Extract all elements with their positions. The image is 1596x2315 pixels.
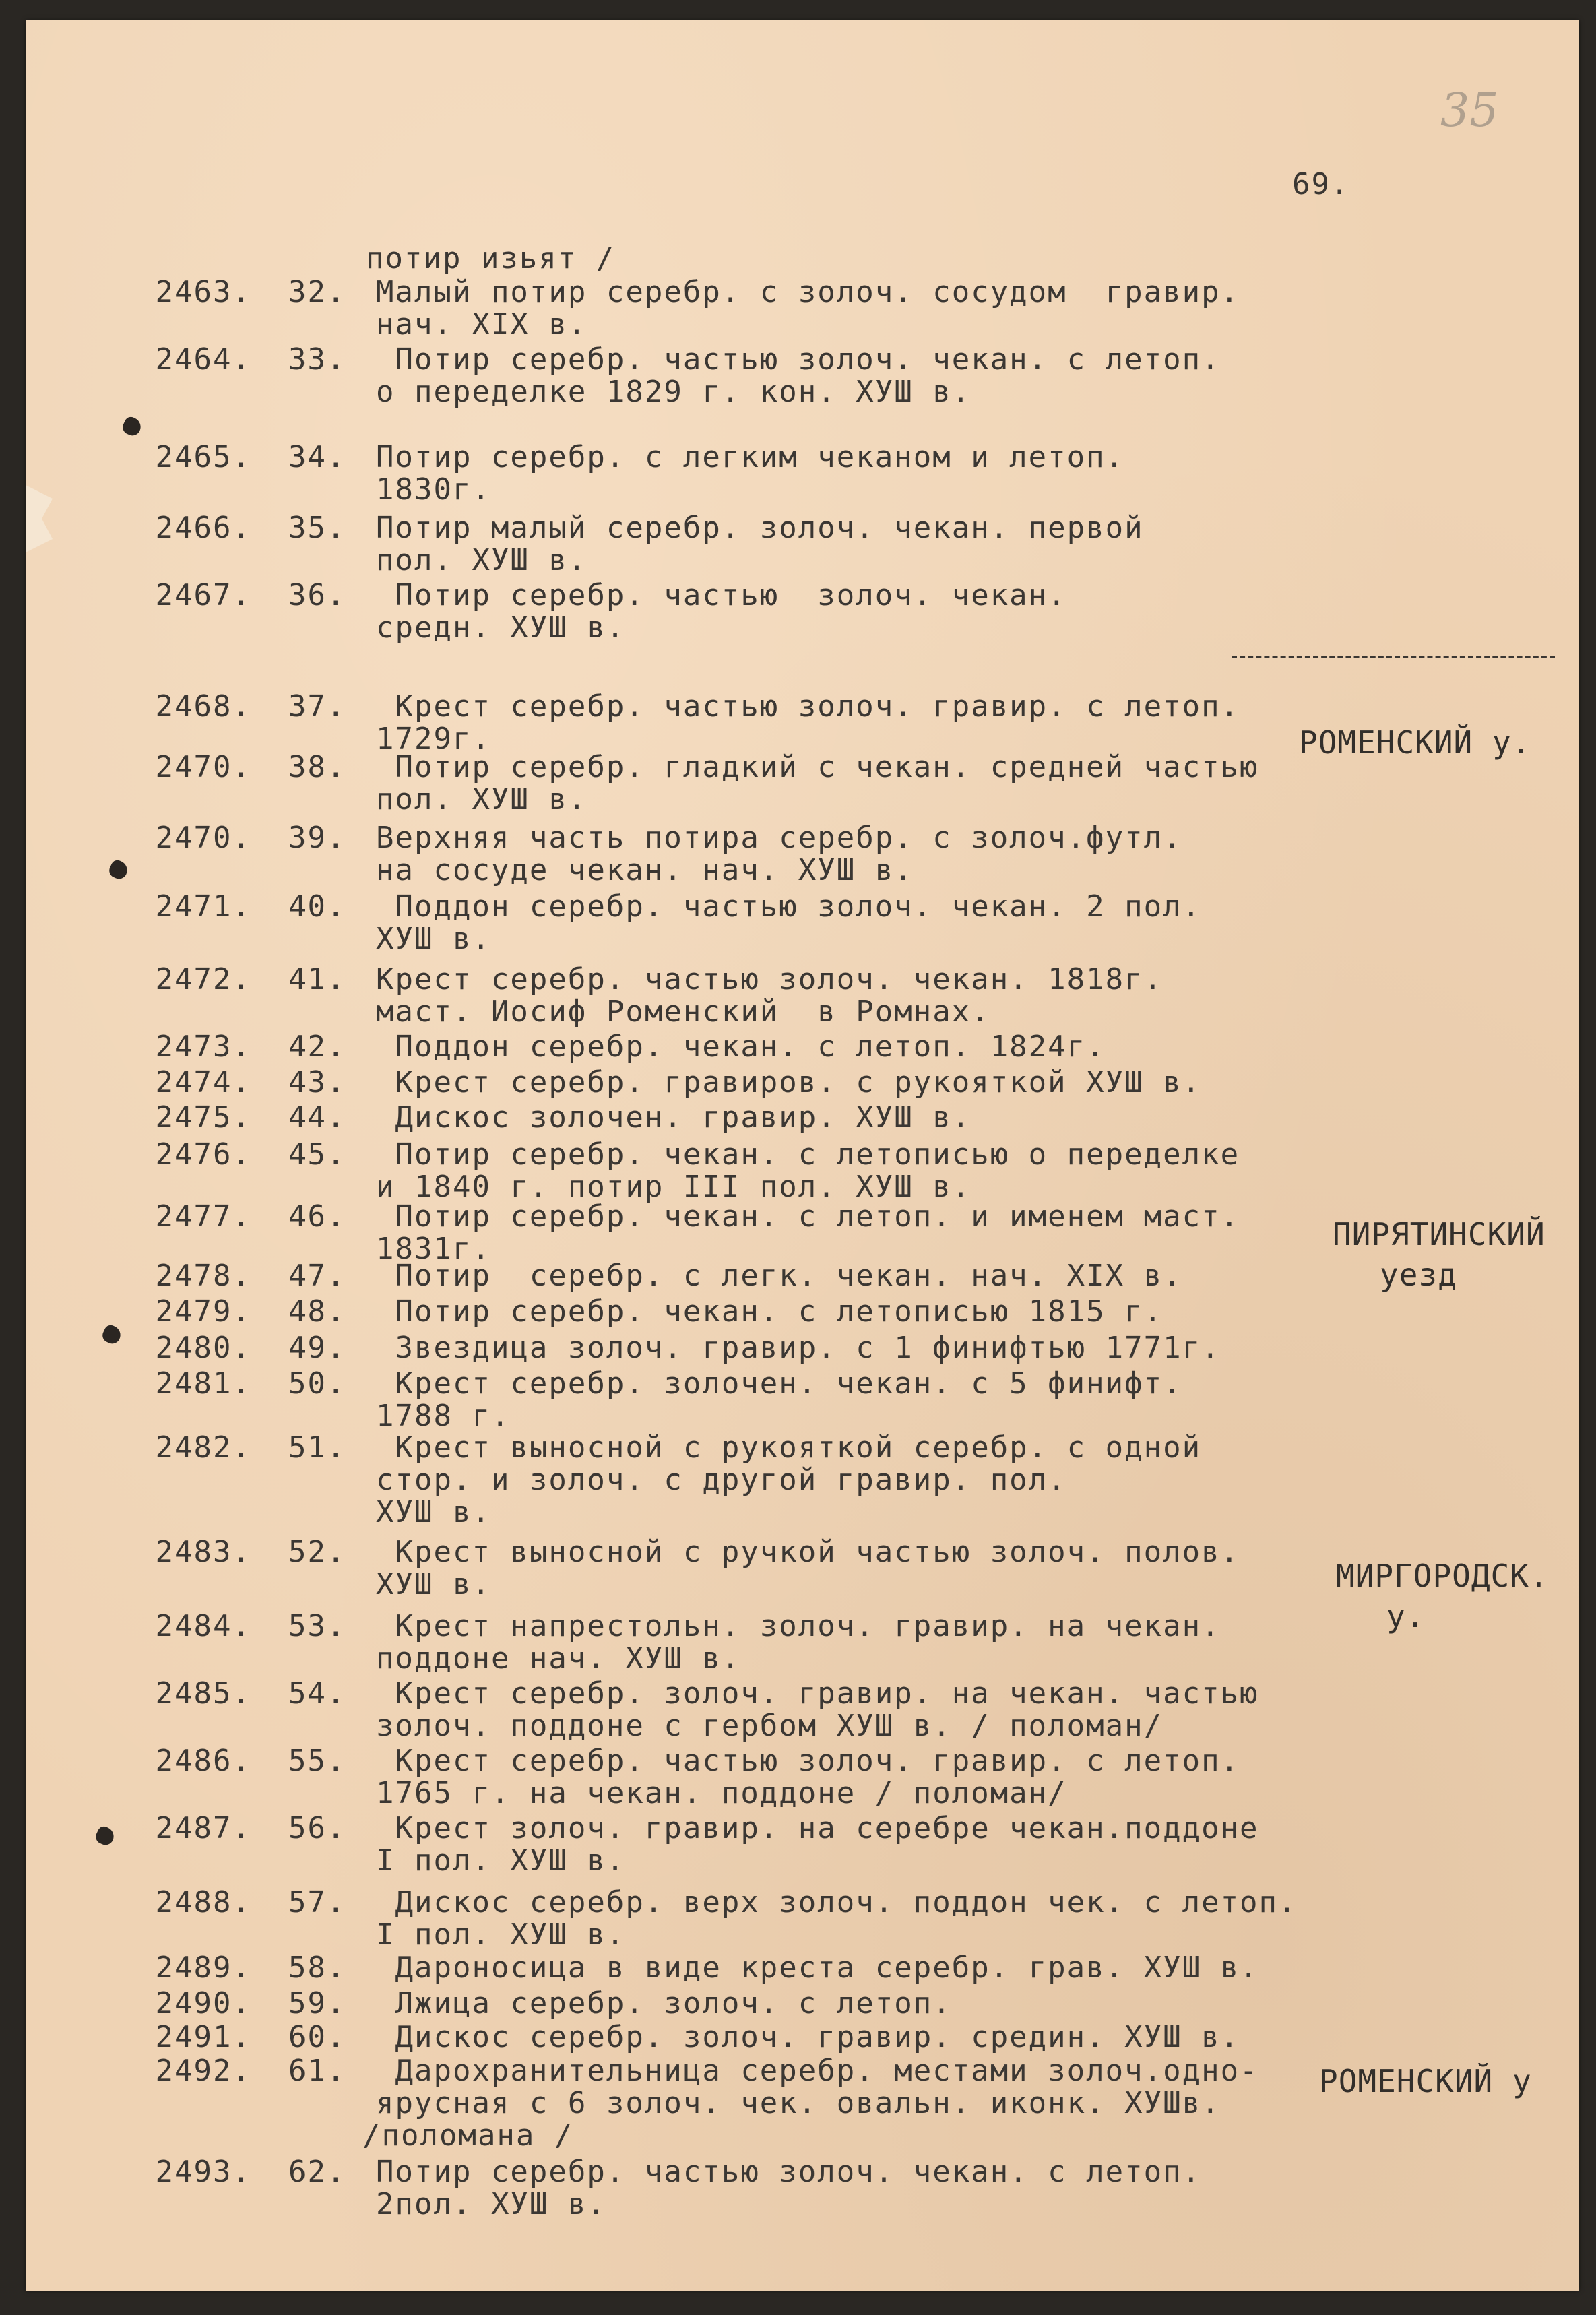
inventory-number: 2482. bbox=[155, 1430, 251, 1465]
item-description-continued: ХУШ в. bbox=[376, 1495, 491, 1529]
inventory-number: 2486. bbox=[155, 1744, 251, 1778]
item-description-continued: 1788 г. bbox=[376, 1399, 511, 1433]
item-number: 48. bbox=[288, 1294, 346, 1329]
item-description: Поддон серебр. чекан. с летоп. 1824г. bbox=[376, 1029, 1106, 1064]
item-number: 57. bbox=[288, 1885, 346, 1920]
inventory-number: 2480. bbox=[155, 1331, 251, 1365]
item-description-continued: ХУШ в. bbox=[376, 1567, 491, 1602]
item-description: Потир серебр. гладкий с чекан. средней частью bbox=[376, 750, 1259, 784]
item-description-continued: о переделке 1829 г. кон. ХУШ в. bbox=[376, 375, 971, 409]
item-description-continued: 1830г. bbox=[376, 472, 491, 507]
item-description: Крест серебр. частью золоч. чекан. 1818г. bbox=[376, 962, 1163, 996]
inventory-number: 2474. bbox=[155, 1065, 251, 1100]
item-description-continued: пол. ХУШ в. bbox=[376, 543, 587, 577]
item-description-continued: ярусная с 6 золоч. чек. овальн. иконк. ХУШв. bbox=[376, 2086, 1221, 2120]
item-number: 59. bbox=[288, 1986, 346, 2021]
item-number: 39. bbox=[288, 821, 346, 855]
item-description-continued: маст. Иосиф Роменский в Ромнах. bbox=[376, 994, 990, 1029]
margin-note-romensky: РОМЕНСКИЙ у. bbox=[1299, 724, 1531, 761]
item-description: Лжица серебр. золоч. с летоп. bbox=[376, 1986, 952, 2021]
margin-note-piryatinsky: ПИРЯТИНСКИЙ bbox=[1333, 1216, 1545, 1252]
item-description-continued: золоч. поддоне с гербом ХУШ в. / поломан/ bbox=[376, 1709, 1163, 1743]
item-description-continued: ХУШ в. bbox=[376, 922, 491, 956]
item-description: Малый потир серебр. с золоч. сосудом гравир. bbox=[376, 275, 1240, 309]
inventory-number: 2485. bbox=[155, 1676, 251, 1711]
item-description: Крест серебр. золоч. гравир. на чекан. частью bbox=[376, 1676, 1259, 1711]
ink-blot bbox=[94, 1825, 117, 1848]
archive-sheet-number: 35 bbox=[1440, 84, 1499, 137]
item-number: 53. bbox=[288, 1609, 346, 1643]
item-description: Крест серебр. частью золоч. гравир. с летоп. bbox=[376, 1744, 1240, 1778]
item-number: 33. bbox=[288, 342, 346, 377]
item-description: Крест серебр. гравиров. с рукояткой ХУШ в. bbox=[376, 1065, 1202, 1100]
item-description-continued: /поломана / bbox=[362, 2118, 574, 2153]
inventory-number: 2492. bbox=[155, 2054, 251, 2088]
inventory-number: 2470. bbox=[155, 750, 251, 784]
item-number: 40. bbox=[288, 889, 346, 924]
item-description: Потир серебр. частью золоч. чекан. bbox=[376, 578, 1067, 612]
item-description: Звездица золоч. гравир. с 1 финифтью 1771г. bbox=[376, 1331, 1221, 1365]
item-number: 37. bbox=[288, 689, 346, 724]
item-number: 42. bbox=[288, 1029, 346, 1064]
item-number: 52. bbox=[288, 1535, 346, 1569]
inventory-number: 2473. bbox=[155, 1029, 251, 1064]
ink-blot bbox=[100, 1323, 124, 1347]
inventory-number: 2478. bbox=[155, 1259, 251, 1293]
item-description-continued: I пол. ХУШ в. bbox=[376, 1917, 626, 1952]
inventory-number: 2476. bbox=[155, 1137, 251, 1172]
item-description: Дискос серебр. верх золоч. поддон чек. с летоп. bbox=[376, 1885, 1298, 1920]
margin-note-piryatinsky-uezd: уезд bbox=[1380, 1257, 1457, 1293]
item-description: Дароносица в виде креста серебр. грав. ХУШ в. bbox=[376, 1951, 1259, 1985]
inventory-number: 2465. bbox=[155, 440, 251, 474]
item-description-continued: 2пол. ХУШ в. bbox=[376, 2187, 606, 2221]
inventory-number: 2475. bbox=[155, 1100, 251, 1135]
item-description-continued: пол. ХУШ в. bbox=[376, 782, 587, 817]
item-description: Потир серебр. с легким чеканом и летоп. bbox=[376, 440, 1125, 474]
item-description: Верхняя часть потира серебр. с золоч.футл. bbox=[376, 821, 1182, 855]
item-description-continued: I пол. ХУШ в. bbox=[376, 1843, 626, 1878]
inventory-number: 2483. bbox=[155, 1535, 251, 1569]
item-description: Потир серебр. чекан. с летописью о переделке bbox=[376, 1137, 1240, 1172]
item-description: Крест серебр. золочен. чекан. с 5 финифт. bbox=[376, 1366, 1182, 1401]
item-description-continued: и 1840 г. потир III пол. ХУШ в. bbox=[376, 1170, 971, 1204]
item-number: 51. bbox=[288, 1430, 346, 1465]
item-number: 61. bbox=[288, 2054, 346, 2088]
item-number: 46. bbox=[288, 1199, 346, 1234]
item-number: 62. bbox=[288, 2155, 346, 2189]
item-description-continued: нач. XIX в. bbox=[376, 307, 587, 342]
item-description: Потир серебр. с легк. чекан. нач. XIX в. bbox=[376, 1259, 1182, 1293]
item-number: 38. bbox=[288, 750, 346, 784]
item-description-continued: 1765 г. на чекан. поддоне / поломан/ bbox=[376, 1776, 1067, 1810]
inventory-number: 2489. bbox=[155, 1951, 251, 1985]
item-description: Потир серебр. частью золоч. чекан. с летоп. bbox=[376, 342, 1221, 377]
item-number: 41. bbox=[288, 962, 346, 996]
ink-blot bbox=[107, 858, 131, 882]
item-number: 58. bbox=[288, 1951, 346, 1985]
item-description: Дискос золочен. гравир. ХУШ в. bbox=[376, 1100, 971, 1135]
item-description: Крест выносной с ручкой частью золоч. полов. bbox=[376, 1535, 1240, 1569]
inventory-number: 2470. bbox=[155, 821, 251, 855]
inventory-number: 2471. bbox=[155, 889, 251, 924]
item-number: 50. bbox=[288, 1366, 346, 1401]
inventory-number: 2487. bbox=[155, 1811, 251, 1845]
ink-blot bbox=[121, 415, 144, 439]
inventory-number: 2477. bbox=[155, 1199, 251, 1234]
item-number: 55. bbox=[288, 1744, 346, 1778]
inventory-number: 2479. bbox=[155, 1294, 251, 1329]
item-description: Потир серебр. чекан. с летоп. и именем маст. bbox=[376, 1199, 1240, 1234]
item-description: Крест выносной с рукояткой серебр. с одной bbox=[376, 1430, 1202, 1465]
item-description-continued: стор. и золоч. с другой гравир. пол. bbox=[376, 1463, 1067, 1497]
inventory-number: 2491. bbox=[155, 2020, 251, 2054]
inventory-number: 2481. bbox=[155, 1366, 251, 1401]
item-description: Крест золоч. гравир. на серебре чекан.поддоне bbox=[376, 1811, 1259, 1845]
item-description-continued: средн. ХУШ в. bbox=[376, 610, 626, 645]
inventory-number: 2463. bbox=[155, 275, 251, 309]
item-number: 45. bbox=[288, 1137, 346, 1172]
page-number: 69. bbox=[1292, 167, 1350, 201]
item-number: 47. bbox=[288, 1259, 346, 1293]
item-number: 36. bbox=[288, 578, 346, 612]
margin-note-mirgorodsk-u: у. bbox=[1386, 1598, 1426, 1635]
item-description: Потир малый серебр. золоч. чекан. первой bbox=[376, 511, 1144, 545]
item-description: Потир серебр. чекан. с летописью 1815 г. bbox=[376, 1294, 1163, 1329]
item-number: 43. bbox=[288, 1065, 346, 1100]
inventory-number: 2472. bbox=[155, 962, 251, 996]
item-description-continued: 1729г. bbox=[376, 722, 491, 756]
inventory-number: 2490. bbox=[155, 1986, 251, 2021]
item-number: 60. bbox=[288, 2020, 346, 2054]
inventory-number: 2484. bbox=[155, 1609, 251, 1643]
item-description: Крест серебр. частью золоч. гравир. с летоп. bbox=[376, 689, 1240, 724]
item-number: 44. bbox=[288, 1100, 346, 1135]
item-description: Крест напрестольн. золоч. гравир. на чекан. bbox=[376, 1609, 1221, 1643]
torn-edge bbox=[26, 485, 53, 552]
item-description: Дискос серебр. золоч. гравир. средин. ХУШ в. bbox=[376, 2020, 1240, 2054]
item-description-continued: 1831г. bbox=[376, 1232, 491, 1266]
item-number: 49. bbox=[288, 1331, 346, 1365]
item-number: 56. bbox=[288, 1811, 346, 1845]
separator-line bbox=[1232, 656, 1555, 658]
margin-note-mirgorodsk: МИРГОРОДСК. bbox=[1336, 1558, 1549, 1594]
inventory-number: 2493. bbox=[155, 2155, 251, 2189]
item-number: 54. bbox=[288, 1676, 346, 1711]
item-number: 32. bbox=[288, 275, 346, 309]
item-description-continued: на сосуде чекан. нач. ХУШ в. bbox=[376, 853, 914, 887]
item-number: 35. bbox=[288, 511, 346, 545]
margin-note-romensky-2: РОМЕНСКИЙ у bbox=[1319, 2063, 1532, 2099]
item-description: Потир серебр. частью золоч. чекан. с летоп. bbox=[376, 2155, 1202, 2189]
item-number: 34. bbox=[288, 440, 346, 474]
item-description-continued: поддоне нач. ХУШ в. bbox=[376, 1641, 741, 1676]
inventory-number: 2466. bbox=[155, 511, 251, 545]
item-description: Дарохранительница серебр. местами золоч.одно- bbox=[376, 2054, 1259, 2088]
inventory-number: 2488. bbox=[155, 1885, 251, 1920]
inventory-number: 2467. bbox=[155, 578, 251, 612]
inventory-number: 2468. bbox=[155, 689, 251, 724]
inventory-number: 2464. bbox=[155, 342, 251, 377]
header-note: потир изьят / bbox=[366, 241, 616, 276]
document-page bbox=[26, 20, 1579, 2291]
item-description: Поддон серебр. частью золоч. чекан. 2 пол. bbox=[376, 889, 1202, 924]
